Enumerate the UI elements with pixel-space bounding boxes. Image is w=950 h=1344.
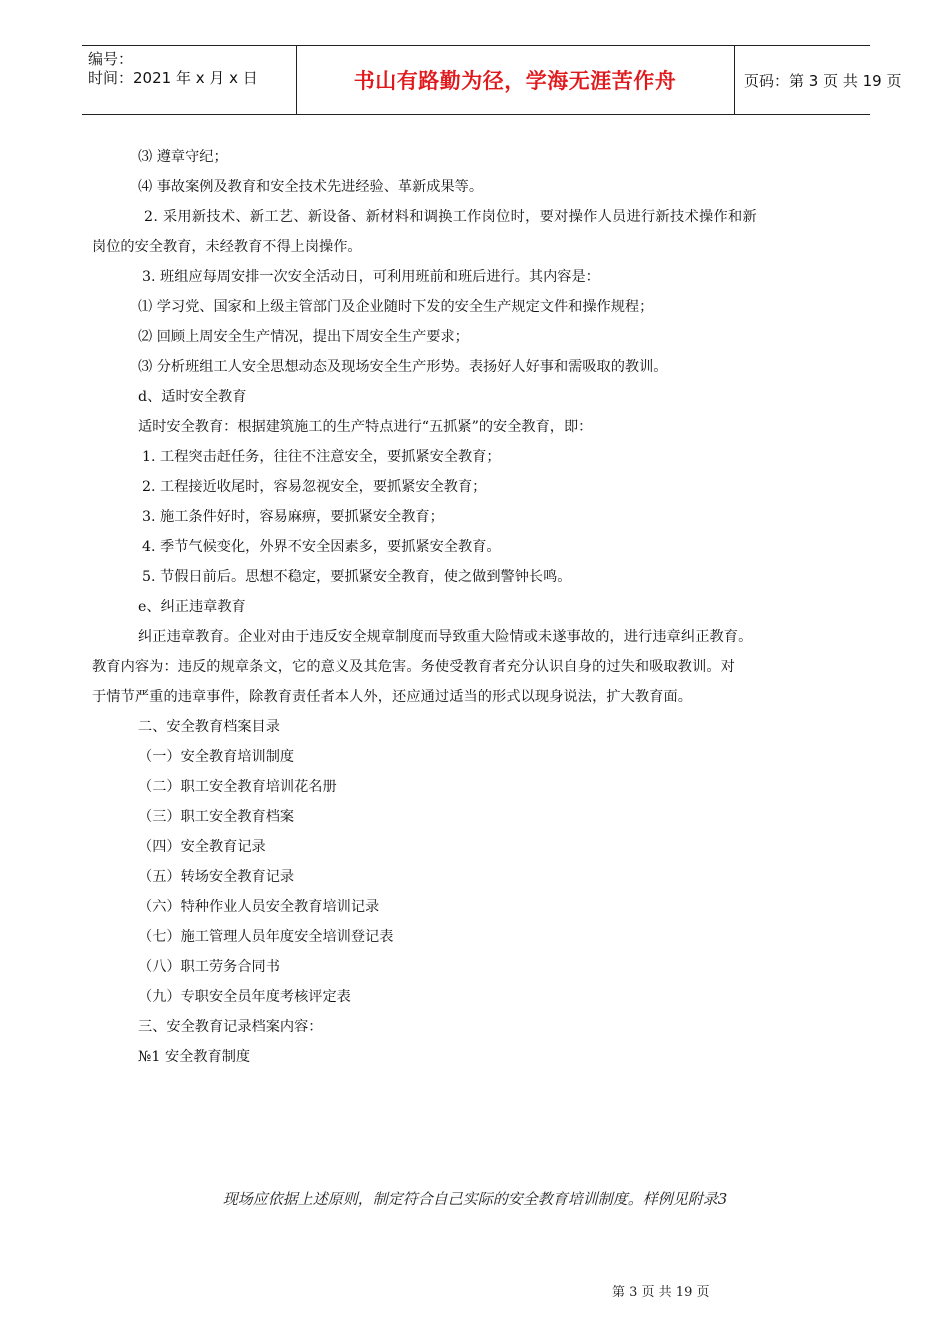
- body-line: ⑶ 遵章守纪；: [138, 149, 228, 165]
- page-footer: 第 3 页 共 19 页: [612, 1285, 710, 1300]
- body-line: 5. 节假日前后。思想不稳定，要抓紧安全教育，使之做到警钟长鸣。: [142, 569, 572, 585]
- body-line: 纠正违章教育。企业对由于违反安全规章制度而导致重大险情或未遂事故的，进行违章纠正教育。: [138, 629, 753, 645]
- body-line: 3. 班组应每周安排一次安全活动日，可利用班前和班后进行。其内容是：: [142, 269, 600, 285]
- header-page-number: 页码：第 3 页 共 19 页: [744, 71, 902, 90]
- catalog-item: （二）职工安全教育培训花名册: [138, 779, 337, 795]
- body-line: 1. 工程突击赶任务，往往不注意安全，要抓紧安全教育；: [142, 449, 501, 465]
- body-line: 3. 施工条件好时，容易麻痹，要抓紧安全教育；: [142, 509, 444, 525]
- document-date-label: 时间：2021 年 x 月 x 日: [88, 69, 258, 87]
- catalog-item: （六）特种作业人员安全教育培训记录: [138, 899, 380, 915]
- header-motto: 书山有路勤为径，学海无涯苦作舟: [353, 68, 677, 93]
- body-line: ⑴ 学习党、国家和上级主管部门及企业随时下发的安全生产规定文件和操作规程；: [138, 299, 654, 315]
- document-body: [92, 142, 866, 1072]
- body-line: 岗位的安全教育，未经教育不得上岗操作。: [92, 239, 362, 255]
- body-line: ⑶ 分析班组工人安全思想动态及现场安全生产形势。表扬好人好事和需吸取的教训。: [138, 359, 668, 375]
- body-line: 4. 季节气候变化，外界不安全因素多，要抓紧安全教育。: [142, 539, 501, 555]
- body-line: 2. 工程接近收尾时，容易忽视安全，要抓紧安全教育；: [142, 479, 487, 495]
- page-header: [82, 45, 902, 115]
- body-line: ⑵ 回顾上周安全生产情况，提出下周安全生产要求；: [138, 329, 469, 345]
- section-heading-d: d、适时安全教育: [138, 389, 247, 405]
- header-meta: [88, 50, 292, 88]
- body-line: ⑷ 事故案例及教育和安全技术先进经验、革新成果等。: [138, 179, 484, 195]
- catalog-item: （一）安全教育培训制度: [138, 749, 295, 765]
- catalog-item: （七）施工管理人员年度安全培训登记表: [138, 929, 394, 945]
- catalog-item: （八）职工劳务合同书: [138, 959, 280, 975]
- body-line: 于情节严重的违章事件，除教育责任者本人外，还应通过适当的形式以现身说法，扩大教育面。: [92, 689, 693, 705]
- body-line: 适时安全教育：根据建筑施工的生产特点进行“五抓紧”的安全教育，即：: [138, 419, 593, 435]
- record-title: №1 安全教育制度: [138, 1049, 251, 1065]
- catalog-item: （九）专职安全员年度考核评定表: [138, 989, 351, 1005]
- body-line: 教育内容为：违反的规章条文，它的意义及其危害。务使受教育者充分认识自身的过失和吸取教训。对: [92, 659, 735, 675]
- italic-note: 现场应依据上述原则，制定符合自己实际的安全教育培训制度。样例见附录3: [222, 1190, 728, 1208]
- catalog-item: （五）转场安全教育记录: [138, 869, 295, 885]
- document-number-label: 编号：: [88, 50, 134, 68]
- catalog-item: （四）安全教育记录: [138, 839, 266, 855]
- section-heading-2: 二、安全教育档案目录: [138, 719, 280, 735]
- section-heading-3: 三、安全教育记录档案内容：: [138, 1019, 323, 1035]
- body-line: 2. 采用新技术、新工艺、新设备、新材料和调换工作岗位时，要对操作人员进行新技术操作和新: [144, 209, 757, 225]
- section-heading-e: e、纠正违章教育: [138, 599, 246, 615]
- header-divider: [734, 46, 735, 114]
- catalog-item: （三）职工安全教育档案: [138, 809, 295, 825]
